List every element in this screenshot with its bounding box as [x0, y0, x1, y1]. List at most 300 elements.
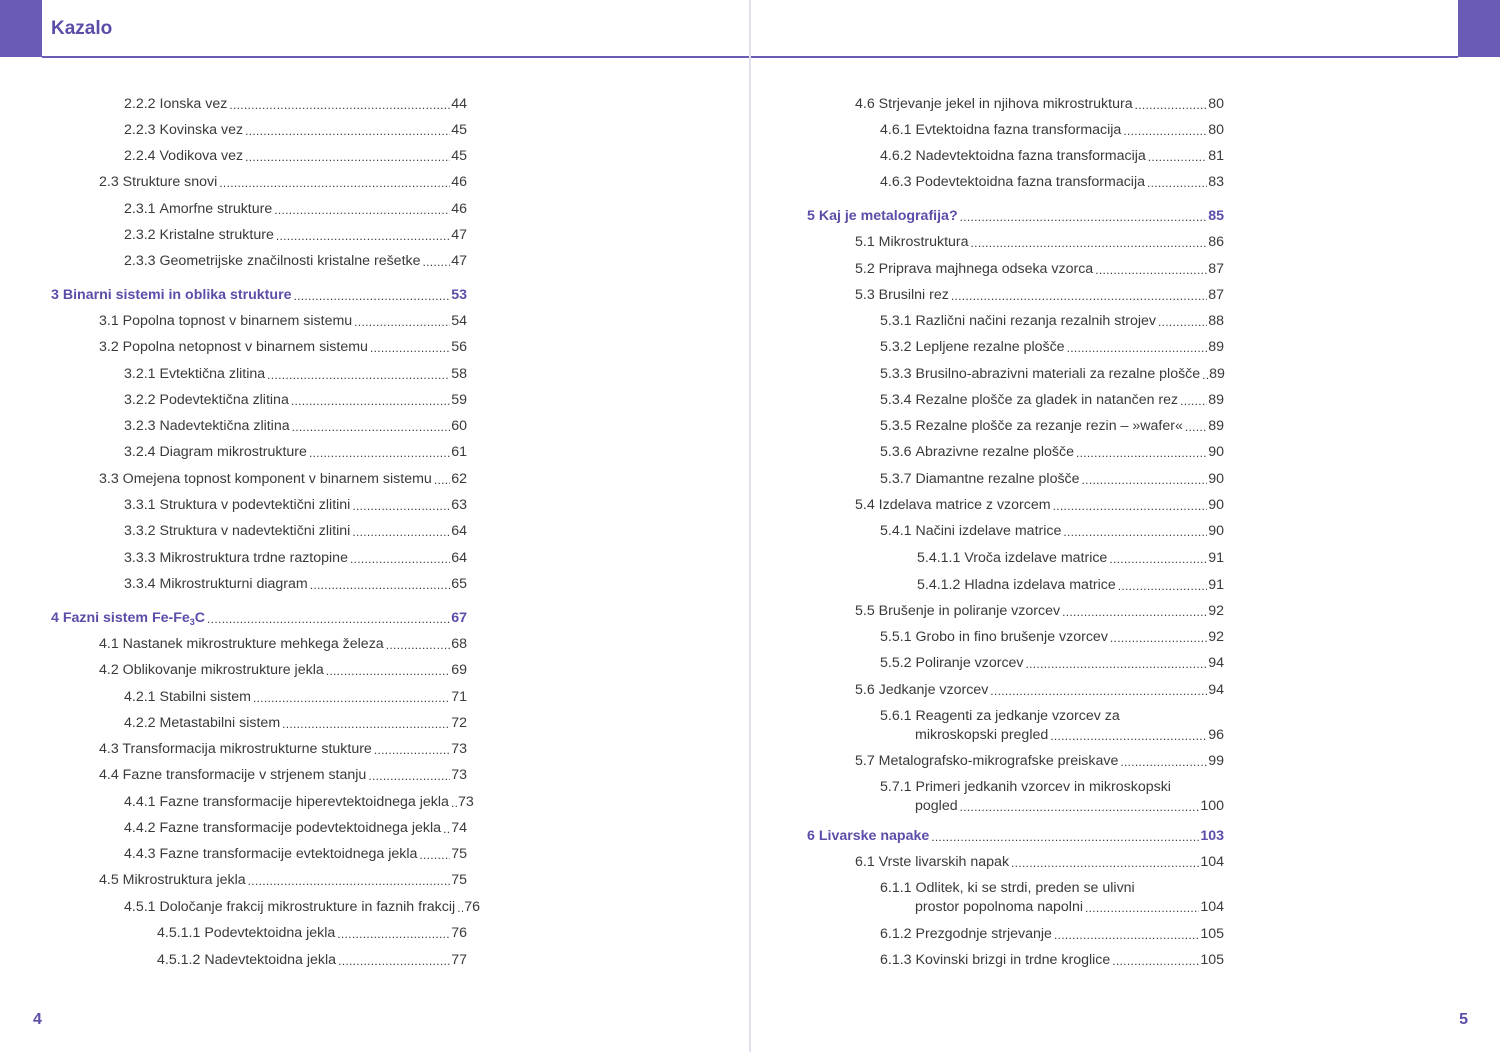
toc-entry-title-suffix: C — [194, 610, 206, 626]
toc-entry[interactable] — [880, 522, 1224, 540]
dot-leader — [1063, 527, 1207, 537]
dot-leader — [1054, 930, 1199, 940]
toc-entry[interactable] — [99, 871, 467, 889]
toc-page-number: 87 — [1208, 287, 1224, 303]
toc-entry-title: Mikrostruktura — [878, 234, 969, 250]
dot-leader — [352, 501, 450, 511]
toc-entry[interactable] — [880, 654, 1224, 672]
toc-entry-number: 5.2 — [855, 261, 879, 277]
dot-leader — [1085, 903, 1199, 913]
toc-entry-title: Vrste livarskih napak — [878, 854, 1010, 870]
toc-entry-number: 5.4.1 — [880, 523, 916, 539]
dot-leader — [1082, 475, 1208, 485]
toc-page-number: 90 — [1208, 523, 1224, 539]
dot-leader — [419, 850, 450, 860]
toc-entry[interactable] — [855, 233, 1224, 251]
toc-entry-number: 5.3.4 — [880, 392, 916, 408]
toc-entry-title: Podevtektična zlitina — [159, 392, 289, 408]
toc-entry[interactable] — [99, 661, 467, 679]
toc-entry[interactable] — [880, 925, 1224, 943]
toc-entry-title: Nastanek mikrostrukture mehkega železa — [122, 636, 384, 652]
toc-entry-title: Mikrostruktura jekla — [122, 872, 246, 888]
toc-entry-title: Popolna netopnost v binarnem sistemu — [122, 339, 368, 355]
page-number-left: 4 — [33, 1011, 42, 1028]
toc-page-number: 73 — [451, 741, 467, 757]
toc-entry-number: 5.7.1 — [880, 779, 916, 795]
toc-entry[interactable] — [124, 898, 480, 916]
toc-page-number: 46 — [451, 201, 467, 217]
toc-entry-title: Rezalne plošče za rezanje rezin – »wafer« — [915, 418, 1183, 434]
toc-entry-number: 4.5.1.1 — [157, 925, 205, 941]
dot-leader — [386, 640, 451, 650]
dot-leader — [292, 422, 451, 432]
toc-page-number: 90 — [1208, 444, 1224, 460]
dot-leader — [1112, 956, 1199, 966]
toc-page-number: 74 — [451, 820, 467, 836]
toc-chapter-entry[interactable] — [51, 609, 467, 627]
toc-entry-number: 3.2 — [99, 339, 123, 355]
dot-leader — [229, 100, 450, 110]
toc-entry-title: Izdelava matrice z vzorcem — [878, 497, 1051, 513]
toc-entry-title: Metalografsko-mikrografske preiskave — [878, 753, 1119, 769]
toc-entry-number: 4.5 — [99, 872, 123, 888]
toc-entry-number: 4.2.2 — [124, 715, 160, 731]
dot-leader — [245, 126, 450, 136]
toc-page-number: 105 — [1200, 952, 1224, 968]
toc-entry[interactable] — [157, 951, 467, 969]
toc-entry-number: 4.1 — [99, 636, 123, 652]
toc-entry-title: Grobo in fino brušenje vzorcev — [915, 629, 1108, 645]
toc-entry[interactable] — [880, 121, 1224, 139]
toc-page-number: 75 — [451, 872, 467, 888]
toc-entry-title: Poliranje vzorcev — [915, 655, 1024, 671]
toc-entry-number: 5.5 — [855, 603, 879, 619]
toc-entry[interactable] — [855, 602, 1224, 620]
dot-leader — [253, 693, 450, 703]
dot-leader — [1180, 396, 1207, 406]
toc-entry[interactable] — [855, 681, 1224, 699]
toc-page-number: 54 — [451, 313, 467, 329]
toc-entry[interactable] — [880, 312, 1224, 330]
dot-leader — [451, 798, 457, 808]
toc-entry[interactable] — [124, 147, 467, 165]
toc-entry[interactable] — [880, 338, 1224, 356]
toc-entry[interactable] — [124, 549, 467, 567]
toc-entry[interactable] — [915, 898, 1224, 916]
toc-entry[interactable] — [124, 443, 467, 461]
toc-entry-title: Brušenje in poliranje vzorcev — [878, 603, 1061, 619]
toc-entry-number: 5.4.1.2 — [917, 577, 965, 593]
toc-page-number: 53 — [451, 287, 467, 303]
toc-entry[interactable] — [124, 417, 467, 435]
toc-entry-number: 5.5.2 — [880, 655, 916, 671]
toc-entry[interactable] — [99, 338, 467, 356]
toc-entry[interactable] — [880, 628, 1224, 646]
dot-leader — [1062, 607, 1207, 617]
dot-leader — [951, 291, 1207, 301]
dot-leader — [1123, 126, 1207, 136]
toc-entry-title: Kaj je metalografija? — [818, 208, 958, 224]
toc-entry-number: 3.3 — [99, 471, 123, 487]
toc-entry-number: 5.3 — [855, 287, 879, 303]
toc-entry-number: 3.3.1 — [124, 497, 160, 513]
toc-entry[interactable] — [124, 522, 467, 540]
toc-page-number: 88 — [1208, 313, 1224, 329]
toc-entry-title: Binarni sistemi in oblika strukture — [62, 287, 292, 303]
toc-chapter-entry[interactable] — [807, 827, 1224, 845]
dot-leader — [1185, 422, 1207, 432]
toc-entry-title: Strukture snovi — [122, 174, 218, 190]
dot-leader — [293, 291, 450, 301]
toc-page-number: 73 — [451, 767, 467, 783]
toc-entry[interactable] — [124, 845, 467, 863]
toc-page-number: 60 — [451, 418, 467, 434]
toc-page-number: 94 — [1208, 655, 1224, 671]
toc-entry[interactable] — [855, 496, 1224, 514]
page-number-right: 5 — [1459, 1011, 1468, 1028]
toc-page-number: 92 — [1208, 629, 1224, 645]
toc-entry-title: Oblikovanje mikrostrukture jekla — [122, 662, 324, 678]
dot-leader — [274, 205, 450, 215]
dot-leader — [1026, 659, 1208, 669]
toc-page-number: 94 — [1208, 682, 1224, 698]
toc-entry[interactable] — [124, 121, 467, 139]
toc-entry[interactable] — [99, 312, 467, 330]
toc-entry-number: 2.2.4 — [124, 148, 160, 164]
toc-entry-first-line — [880, 707, 1120, 725]
toc-page-number: 104 — [1200, 854, 1224, 870]
toc-entry-number: 4.2 — [99, 662, 123, 678]
toc-entry-title: Strjevanje jekel in njihova mikrostruktura — [878, 96, 1133, 112]
dot-leader — [1148, 152, 1207, 162]
toc-entry-title: Metastabilni sistem — [159, 715, 281, 731]
toc-entry[interactable] — [99, 766, 467, 784]
toc-entry[interactable] — [124, 575, 467, 593]
toc-entry-title: Kristalne strukture — [159, 227, 274, 243]
toc-entry-title: Fazne transformacije podevtektoidnega jekla — [159, 820, 442, 836]
toc-entry-number: 6.1.2 — [880, 926, 916, 942]
toc-entry-number: 3.3.4 — [124, 576, 160, 592]
dot-leader — [1120, 757, 1207, 767]
toc-entry[interactable] — [915, 797, 1224, 815]
toc-page-number: 77 — [451, 952, 467, 968]
toc-page-number: 45 — [451, 148, 467, 164]
toc-entry-title: Popolna topnost v binarnem sistemu — [122, 313, 353, 329]
toc-entry-number: 3.2.2 — [124, 392, 160, 408]
toc-entry-title: Prezgodnje strjevanje — [915, 926, 1052, 942]
toc-entry-title: Struktura v nadevtektični zlitini — [159, 523, 351, 539]
toc-entry-number: 3 — [51, 287, 63, 303]
dot-leader — [291, 396, 450, 406]
toc-entry-number: 3.2.1 — [124, 366, 160, 382]
toc-entry-title: Nadevtektična zlitina — [159, 418, 290, 434]
toc-entry-title: Kovinski brizgi in trdne kroglice — [915, 952, 1111, 968]
toc-entry-title: Abrazivne rezalne plošče — [915, 444, 1075, 460]
toc-entry[interactable] — [880, 417, 1224, 435]
toc-page-number: 64 — [451, 550, 467, 566]
dot-leader — [1076, 448, 1207, 458]
toc-chapter-entry[interactable] — [51, 286, 467, 304]
toc-entry-title: Podevtektoidna fazna transformacija — [915, 174, 1145, 190]
toc-entry-number: 6.1 — [855, 854, 879, 870]
toc-page-number: 65 — [451, 576, 467, 592]
toc-entry-number: 4.5.1.2 — [157, 952, 205, 968]
toc-entry-number: 2.2.3 — [124, 122, 160, 138]
header-tab-right — [1458, 0, 1500, 57]
toc-entry-number: 3.1 — [99, 313, 123, 329]
toc-entry-number: 4.6.2 — [880, 148, 916, 164]
toc-page-number: 90 — [1208, 471, 1224, 487]
toc-page-number: 100 — [1200, 798, 1224, 814]
toc-entry[interactable] — [99, 740, 467, 758]
dot-leader — [248, 876, 451, 886]
dot-leader — [338, 956, 450, 966]
toc-entry-number: 5.3.5 — [880, 418, 916, 434]
dot-leader — [960, 802, 1200, 812]
toc-entry-title: Vroča izdelave matrice — [964, 550, 1108, 566]
toc-entry-number: 5.6 — [855, 682, 879, 698]
dot-leader — [370, 343, 450, 353]
toc-entry[interactable] — [124, 365, 467, 383]
toc-entry-number: 5.3.1 — [880, 313, 916, 329]
toc-entry[interactable] — [124, 226, 467, 244]
toc-entry-title: Mikrostruktura trdne raztopine — [159, 550, 348, 566]
toc-entry-number: 4.4 — [99, 767, 123, 783]
toc-entry-number: 4.3 — [99, 741, 123, 757]
toc-entry-title: Jedkanje vzorcev — [878, 682, 989, 698]
toc-entry-title: Rezalne plošče za gladek in natančen rez — [915, 392, 1179, 408]
toc-page-number: 45 — [451, 122, 467, 138]
toc-entry-title: Načini izdelave matrice — [915, 523, 1062, 539]
toc-entry-number: 5.7 — [855, 753, 879, 769]
toc-entry-title: Vodikova vez — [159, 148, 244, 164]
toc-page-number: 62 — [451, 471, 467, 487]
toc-page-number: 104 — [1200, 899, 1224, 915]
toc-entry-number: 5.3.2 — [880, 339, 916, 355]
dot-leader — [990, 686, 1207, 696]
toc-entry[interactable] — [855, 853, 1224, 871]
toc-entry-title: Stabilni sistem — [159, 689, 251, 705]
toc-entry[interactable] — [124, 95, 467, 113]
toc-entry[interactable] — [99, 173, 467, 191]
toc-entry[interactable] — [99, 470, 467, 488]
toc-entry-title: Omejena topnost komponent v binarnem sistemu — [122, 471, 432, 487]
toc-entry-title: Nadevtektoidna fazna transformacija — [915, 148, 1146, 164]
toc-entry-title: Brusilni rez — [878, 287, 949, 303]
toc-entry[interactable] — [880, 391, 1224, 409]
toc-entry-number: 4.4.2 — [124, 820, 160, 836]
dot-leader — [443, 824, 450, 834]
toc-page-number: 63 — [451, 497, 467, 513]
toc-entry[interactable] — [880, 951, 1224, 969]
toc-entry[interactable] — [124, 200, 467, 218]
toc-entry-number: 5.5.1 — [880, 629, 916, 645]
toc-entry[interactable] — [124, 793, 474, 811]
toc-entry[interactable] — [917, 576, 1224, 594]
toc-page-number: 64 — [451, 523, 467, 539]
toc-entry-number: 5.6.1 — [880, 708, 916, 724]
toc-page-number: 68 — [451, 636, 467, 652]
dot-leader — [1202, 370, 1208, 380]
page-title: Kazalo — [51, 18, 113, 39]
toc-entry[interactable] — [157, 924, 467, 942]
toc-entry-number: 3.2.3 — [124, 418, 160, 434]
toc-entry-number: 4.6.1 — [880, 122, 916, 138]
toc-entry-title: Primeri jedkanih vzorcev in mikroskopski — [915, 779, 1171, 795]
toc-entry[interactable] — [855, 752, 1224, 770]
dot-leader — [1011, 858, 1199, 868]
toc-page-number: 80 — [1208, 122, 1224, 138]
dot-leader — [434, 475, 450, 485]
toc-page-number: 59 — [451, 392, 467, 408]
toc-entry-title: Diagram mikrostrukture — [159, 444, 307, 460]
dot-leader — [245, 152, 450, 162]
toc-entry-number: 2.2.2 — [124, 96, 160, 112]
toc-page-number: 89 — [1209, 366, 1225, 382]
toc-entry[interactable] — [855, 286, 1224, 304]
dot-leader — [368, 771, 450, 781]
toc-page-number: 91 — [1208, 550, 1224, 566]
dot-leader — [1053, 501, 1208, 511]
toc-entry[interactable] — [915, 726, 1224, 744]
toc-page-number: 89 — [1208, 392, 1224, 408]
dot-leader — [423, 257, 451, 267]
dot-leader — [1135, 100, 1208, 110]
toc-entry-title: Evtektoidna fazna transformacija — [915, 122, 1122, 138]
toc-entry-title-continued: mikroskopski pregled — [915, 727, 1049, 743]
toc-entry-first-line — [880, 778, 1171, 796]
toc-entry-title-continued: prostor popolnoma napolni — [915, 899, 1083, 915]
toc-entry-title: Transformacija mikrostrukturne stukture — [122, 741, 372, 757]
toc-entry-title: Ionska vez — [159, 96, 228, 112]
toc-entry-number: 6 — [807, 828, 819, 844]
toc-page-number: 76 — [464, 899, 480, 915]
toc-chapter-entry[interactable] — [807, 207, 1224, 225]
toc-page-number: 72 — [451, 715, 467, 731]
dot-leader — [1118, 581, 1207, 591]
toc-entry[interactable] — [124, 688, 467, 706]
toc-entry-number: 5.3.7 — [880, 471, 916, 487]
toc-entry[interactable] — [880, 365, 1224, 383]
toc-entry-title: Fazne transformacije evtektoidnega jekla — [159, 846, 418, 862]
toc-entry[interactable] — [99, 635, 467, 653]
toc-entry-number: 5.4.1.1 — [917, 550, 965, 566]
toc-entry[interactable] — [124, 496, 467, 514]
toc-entry[interactable] — [124, 819, 467, 837]
book-spine — [749, 0, 751, 1052]
toc-entry[interactable] — [880, 470, 1224, 488]
toc-page-number: 58 — [451, 366, 467, 382]
toc-page-number: 46 — [451, 174, 467, 190]
toc-entry[interactable] — [124, 714, 467, 732]
toc-entry-title: Fazne transformacije v strjenem stanju — [122, 767, 367, 783]
dot-leader — [350, 554, 450, 564]
toc-entry-number: 5.3.3 — [880, 366, 916, 382]
toc-entry-title: Različni načini rezanja rezalnih strojev — [915, 313, 1157, 329]
toc-entry-title: Brusilno-abrazivni materiali za rezalne plošče — [915, 366, 1201, 382]
toc-entry-title: Nadevtektoidna jekla — [204, 952, 337, 968]
toc-entry[interactable] — [917, 549, 1224, 567]
toc-page-number: 81 — [1208, 148, 1224, 164]
toc-entry-number: 3.3.3 — [124, 550, 160, 566]
toc-entry-title: Geometrijske značilnosti kristalne rešetke — [159, 253, 421, 269]
toc-entry[interactable] — [880, 443, 1224, 461]
toc-page-number: 89 — [1208, 339, 1224, 355]
toc-page-number: 85 — [1208, 208, 1224, 224]
dot-leader — [1147, 178, 1207, 188]
toc-page-number: 105 — [1200, 926, 1224, 942]
toc-entry-title: Amorfne strukture — [159, 201, 273, 217]
toc-entry-number: 5.4 — [855, 497, 879, 513]
toc-entry-title: Podevtektoidna jekla — [204, 925, 336, 941]
toc-entry-title: Livarske napake — [818, 828, 930, 844]
dot-leader — [276, 231, 450, 241]
toc-entry-title: Lepljene rezalne plošče — [915, 339, 1065, 355]
toc-entry-title: Fazni sistem Fe-Fe — [62, 610, 190, 626]
dot-leader — [352, 527, 450, 537]
toc-entry-title: Odlitek, ki se strdi, preden se ulivni — [915, 880, 1135, 896]
dot-leader — [960, 212, 1208, 222]
dot-leader — [1095, 265, 1207, 275]
dot-leader — [971, 238, 1208, 248]
toc-page-number: 99 — [1208, 753, 1224, 769]
dot-leader — [1067, 343, 1208, 353]
dot-leader — [326, 666, 450, 676]
toc-entry-first-line — [880, 879, 1135, 897]
subscript: 3 — [189, 617, 195, 627]
toc-entry-title: Reagenti za jedkanje vzorcev za — [915, 708, 1120, 724]
toc-page-number: 71 — [451, 689, 467, 705]
toc-entry[interactable] — [855, 95, 1224, 113]
dot-leader — [337, 929, 450, 939]
toc-entry-number: 5.3.6 — [880, 444, 916, 460]
dot-leader — [207, 614, 450, 624]
toc-entry-title: Fazne transformacije hiperevtektoidnega jekla — [159, 794, 449, 810]
toc-entry-title: Diamantne rezalne plošče — [915, 471, 1080, 487]
toc-page-number: 80 — [1208, 96, 1224, 112]
toc-page-number: 92 — [1208, 603, 1224, 619]
dot-leader — [354, 317, 450, 327]
dot-leader — [282, 719, 450, 729]
toc-entry-number: 3.3.2 — [124, 523, 160, 539]
toc-entry[interactable] — [880, 147, 1224, 165]
toc-entry-title: Določanje frakcij mikrostrukture in faznih frakcij — [159, 899, 456, 915]
toc-page-number: 47 — [451, 227, 467, 243]
dot-leader — [219, 178, 450, 188]
toc-page-number: 76 — [451, 925, 467, 941]
toc-entry[interactable] — [124, 391, 467, 409]
toc-entry[interactable] — [855, 260, 1224, 278]
toc-page-number: 96 — [1208, 727, 1224, 743]
toc-entry-number: 4 — [51, 610, 63, 626]
toc-page-number: 89 — [1208, 418, 1224, 434]
toc-entry-number: 4.6 — [855, 96, 879, 112]
toc-page-number: 69 — [451, 662, 467, 678]
toc-page-number: 61 — [451, 444, 467, 460]
dot-leader — [457, 903, 463, 913]
toc-entry-title: Priprava majhnega odseka vzorca — [878, 261, 1094, 277]
dot-leader — [1050, 731, 1207, 741]
toc-entry[interactable] — [124, 252, 467, 270]
toc-entry-number: 2.3 — [99, 174, 123, 190]
toc-page-number: 90 — [1208, 497, 1224, 513]
toc-entry-number: 2.3.2 — [124, 227, 160, 243]
toc-entry-number: 4.4.3 — [124, 846, 160, 862]
toc-entry-title: Evtektična zlitina — [159, 366, 266, 382]
toc-entry-number: 5.1 — [855, 234, 879, 250]
toc-entry[interactable] — [880, 173, 1224, 191]
toc-page-number: 83 — [1208, 174, 1224, 190]
